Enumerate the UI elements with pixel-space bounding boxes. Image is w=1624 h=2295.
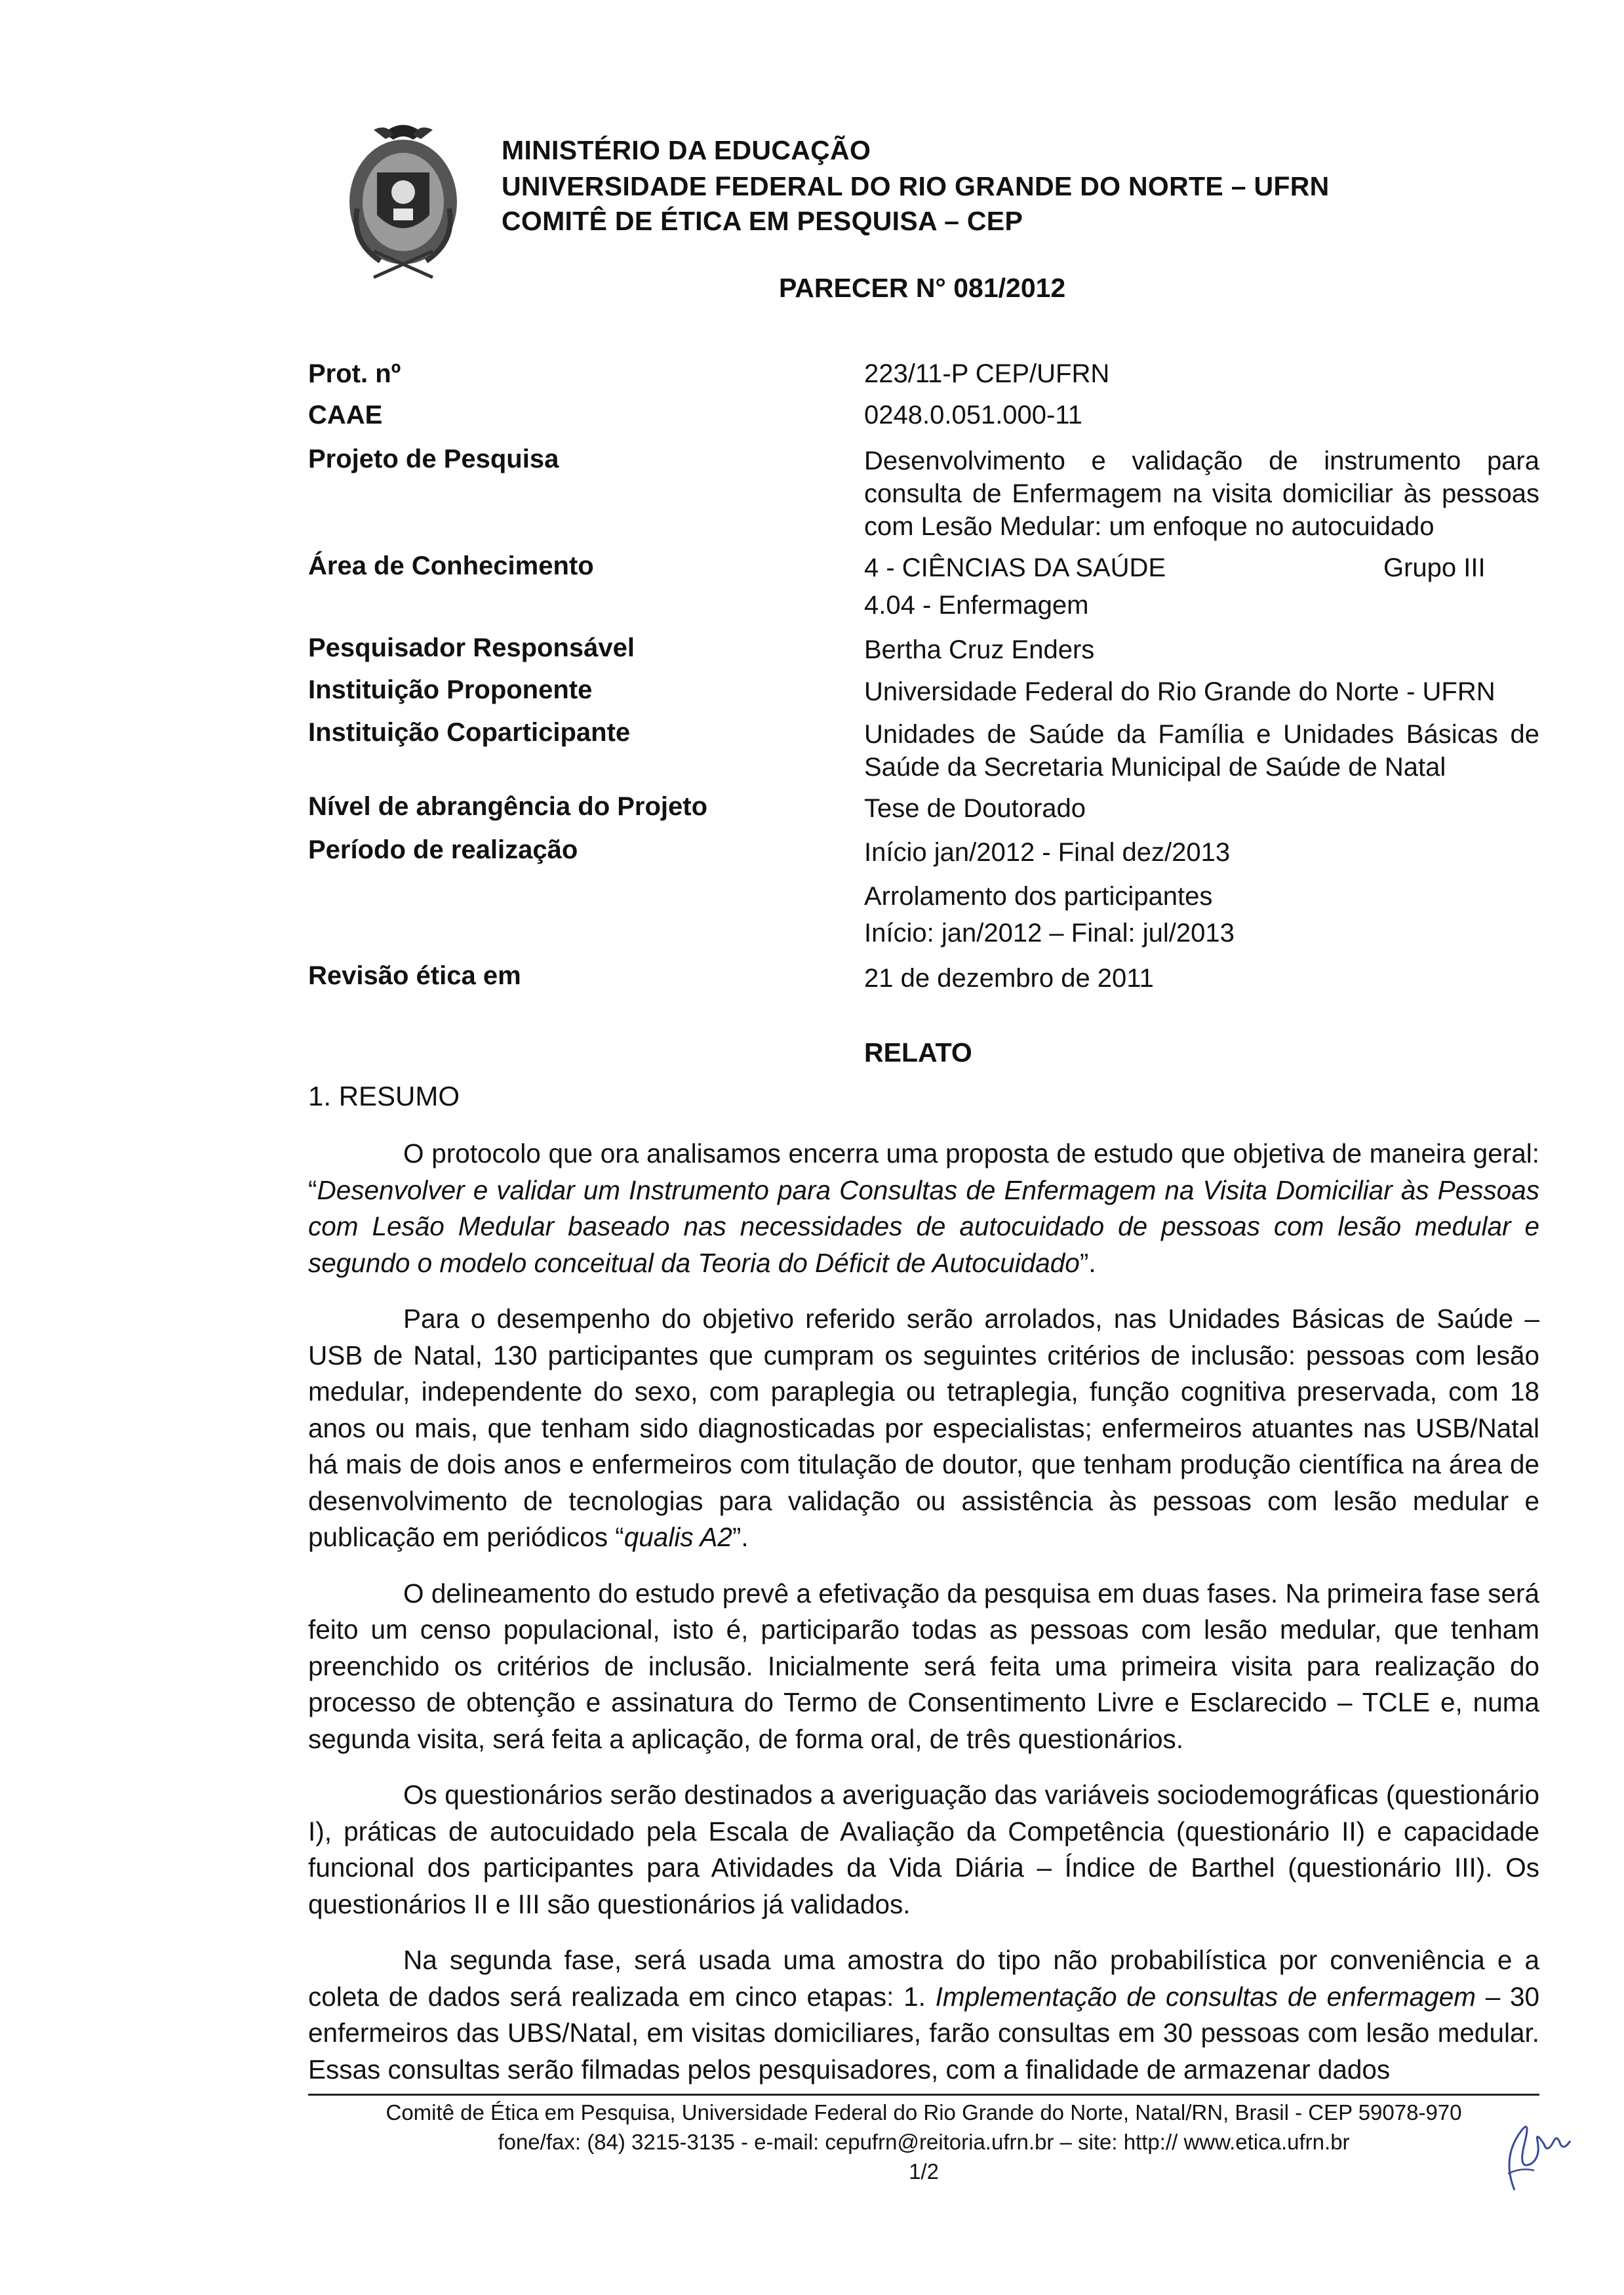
value-ethical-review: 21 de dezembro de 2011 — [864, 964, 1154, 993]
p1-italic-objective: Desenvolver e validar um Instrumento para Consultas de Enfermagem na Visita Domiciliar às Pessoas com Lesão Medular baseado nas necessidades de autocuidado de pessoas com lesão medular e segundo o modelo conceitual da Teoria do Déficit de Autocuidado — [308, 1174, 1539, 1278]
p2-text-end: ”. — [732, 1522, 749, 1552]
p2-italic-qualis: qualis A2 — [624, 1522, 732, 1552]
p5-text: Na segunda fase, será usada uma amostra do tipo não probabilística por conveniência e a coleta de dados será realizada em cinco etapas: 1. — [308, 1945, 1539, 2012]
paragraph-5 — [308, 1942, 1539, 2088]
parecer-title: PARECER N° 081/2012 — [779, 273, 1066, 303]
header-committee: COMITÊ DE ÉTICA EM PESQUISA – CEP — [502, 206, 1023, 236]
p5-text-end: – 30 enfermeiros das UBS/Natal, em visitas domiciliares, farão consultas em 30 pessoas com lesão medular. Essas consultas serão filmadas pelos pesquisadores, com a finalidade de armazenar dados — [308, 1981, 1539, 2085]
label-period: Período de realização — [308, 835, 578, 864]
value-period: Início jan/2012 - Final dez/2013 — [864, 838, 1231, 867]
footer-divider — [308, 2094, 1539, 2096]
paragraph-1 — [308, 1136, 1539, 1281]
header-university: UNIVERSIDADE FEDERAL DO RIO GRANDE DO NORTE – UFRN — [502, 171, 1330, 201]
relato-title: RELATO — [864, 1037, 972, 1068]
p1-text: O protocolo que ora analisamos encerra uma proposta de estudo que objetiva de maneira geral: “ — [308, 1138, 1539, 1205]
paragraph-3: O delineamento do estudo prevê a efetivação da pesquisa em duas fases. Na primeira fase será feito um censo populacional, isto é, participarão todas as pessoas com lesão medular, que tenham preenchido os critérios de inclusão. Inicialmente será feita uma primeira visita para realização do processo de obtenção e assinatura do Termo de Consentimento Livre e Esclarecido – TCLE e, numa segunda visita, será feita a aplicação, de forma oral, de três questionários. — [308, 1578, 1539, 1754]
value-researcher: Bertha Cruz Enders — [864, 635, 1095, 664]
value-knowledge-area: 4 - CIÊNCIAS DA SAÚDE — [864, 553, 1166, 582]
value-scope: Tese de Doutorado — [864, 794, 1086, 823]
p2-text: Para o desempenho do objetivo referido serão arrolados, nas Unidades Básicas de Saúde – USB de Natal, 130 participantes que cumpram os seguintes critérios de inclusão: pessoas com lesão medular, independente do sexo, com paraplegia ou tetraplegia, função cognitiva preservada, com 18 anos ou mais, que tenham sido diagnosticadas por especialistas; enfermeiros atuantes nas USB/Natal há mais de dois anos e enfermeiros com titulação de doutor, que tenham produção científica na área de desenvolvimento de tecnologias para validação ou assistência às pessoas com lesão medular e publicação em periódicos “ — [308, 1304, 1539, 1552]
footer-address: Comitê de Ética em Pesquisa, Universidade Federal do Rio Grande do Norte, Natal/RN, Brasil - CEP 59078-970 — [386, 2100, 1462, 2125]
label-ethical-review: Revisão ética em — [308, 961, 521, 990]
value-protocol: 223/11-P CEP/UFRN — [864, 359, 1110, 388]
footer-page-number: 1/2 — [909, 2159, 939, 2184]
resumo-title: 1. RESUMO — [308, 1081, 460, 1111]
label-caae: CAAE — [308, 401, 383, 429]
handwritten-signature — [1495, 2105, 1580, 2203]
label-scope: Nível de abrangência do Projeto — [308, 792, 708, 821]
body-text — [308, 1136, 1539, 2088]
label-project: Projeto de Pesquisa — [308, 445, 559, 473]
label-proposing-institution: Instituição Proponente — [308, 675, 593, 704]
paragraph-2 — [308, 1301, 1539, 1556]
university-crest — [328, 110, 479, 287]
value-period-enrollment-dates: Início: jan/2012 – Final: jul/2013 — [864, 919, 1235, 948]
label-coparticipant-institution: Instituição Coparticipante — [308, 718, 631, 747]
value-project: Desenvolvimento e validação de instrumento para consulta de Enfermagem na visita domiciliar às pessoas com Lesão Medular: um enfoque no autocuidado — [864, 447, 1539, 541]
footer-contact: fone/fax: (84) 3215-3135 - e-mail: cepufrn@reitoria.ufrn.br – site: http:// www.etica.ufrn.br — [498, 2130, 1350, 2154]
p1-text-end: ”. — [1079, 1247, 1096, 1278]
label-knowledge-area: Área de Conhecimento — [308, 551, 594, 580]
header-ministry: MINISTÉRIO DA EDUCAÇÃO — [502, 135, 871, 165]
value-period-enrollment: Arrolamento dos participantes — [864, 882, 1213, 911]
value-caae: 0248.0.051.000-11 — [864, 401, 1082, 429]
p5-italic-step: Implementação de consultas de enfermagem — [935, 1981, 1476, 2012]
paragraph-4: Os questionários serão destinados a averiguação das variáveis sociodemográficas (questionário I), práticas de autocuidado pela Escala de Avaliação da Competência (questionário II) e capacidade funcional dos participantes para Atividades da Vida Diária – Índice de Barthel (questionário III). Os questionários II e III são questionários já validados. — [308, 1780, 1539, 1919]
label-protocol: Prot. nº — [308, 359, 401, 388]
label-researcher: Pesquisador Responsável — [308, 633, 635, 662]
value-proposing-institution: Universidade Federal do Rio Grande do Norte - UFRN — [864, 677, 1495, 706]
value-coparticipant-institution: Unidades de Saúde da Família e Unidades Básicas de Saúde da Secretaria Municipal de Saúde de Natal — [864, 720, 1539, 782]
value-knowledge-subarea: 4.04 - Enfermagem — [864, 591, 1089, 620]
value-knowledge-group: Grupo III — [1383, 553, 1486, 582]
